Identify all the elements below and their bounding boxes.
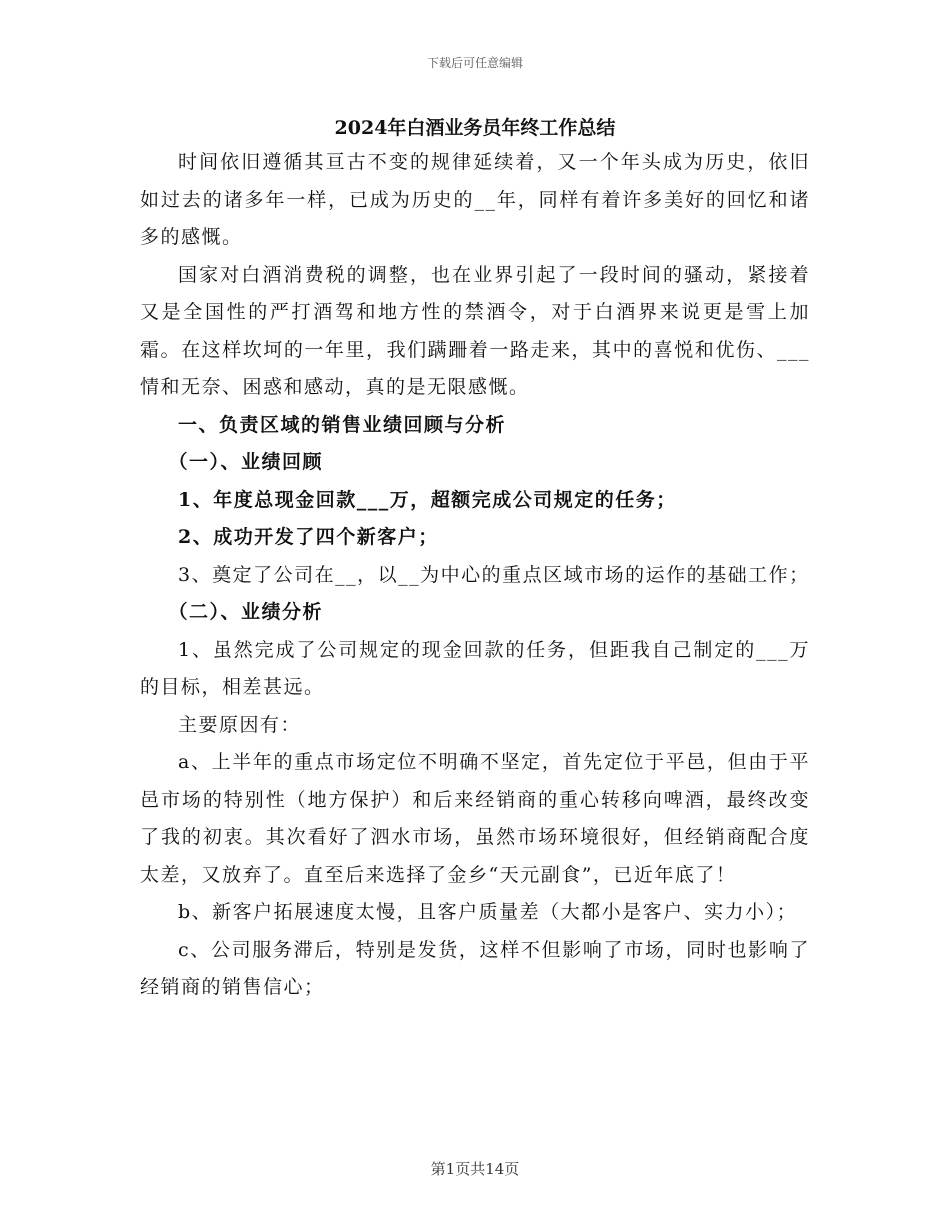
page-header: 下载后可任意编辑 (426, 56, 523, 70)
subsection-heading: （一）、业绩回顾 (168, 451, 324, 473)
reason-item: c、公司服务滞后，特别是发货，这样不但影响了市场，同时也影响了经销商的销售信心； (140, 938, 810, 998)
subsection-heading: （二）、业绩分析 (168, 601, 324, 623)
section-heading: 一、负责区域的销售业绩回顾与分析 (178, 413, 507, 436)
list-item: 3、奠定了公司在__，以__为中心的重点区域市场的运作的基础工作； (178, 563, 810, 586)
list-item: 1、虽然完成了公司规定的现金回款的任务，但距我自己制定的___万的目标，相差甚远。 (140, 638, 810, 698)
document-title: 2024年白酒业务员年终工作总结 (334, 117, 616, 139)
reason-item: a、上半年的重点市场定位不明确不坚定，首先定位于平邑，但由于平邑市场的特别性（地方保护）和后来经销商的重心转移向啤酒，最终改变了我的初衷。其次看好了泗水市场，虽然市场环境很好，但经销商配合度太差，又放弃了。直至后来选择了金乡“天元副食”，已近年底了！ (140, 751, 810, 886)
paragraph-intro: 时间依旧遵循其亘古不变的规律延续着，又一个年头成为历史，依旧如过去的诸多年一样，已成为历史的__年，同样有着许多美好的回忆和诸多的感慨。 (140, 151, 810, 248)
document-body (140, 144, 810, 1007)
reason-item: b、新客户拓展速度太慢，且客户质量差（大都小是客户、实力小）； (178, 901, 798, 923)
page-footer: 第1页共14页 (430, 1160, 520, 1178)
paragraph-background: 国家对白酒消费税的调整，也在业界引起了一段时间的骚动，紧接着又是全国性的严打酒驾和地方性的禁酒令，对于白酒界来说更是雪上加霜。在这样坎坷的一年里，我们蹒跚着一路走来，其中的喜悦和优伤、___情和无奈、困惑和感动，真的是无限感慨。 (140, 263, 810, 398)
list-item: 1、年度总现金回款___万，超额完成公司规定的任务； (178, 488, 677, 511)
paragraph-reasons-label: 主要原因有： (178, 713, 302, 736)
list-item: 2、成功开发了四个新客户； (178, 526, 439, 548)
